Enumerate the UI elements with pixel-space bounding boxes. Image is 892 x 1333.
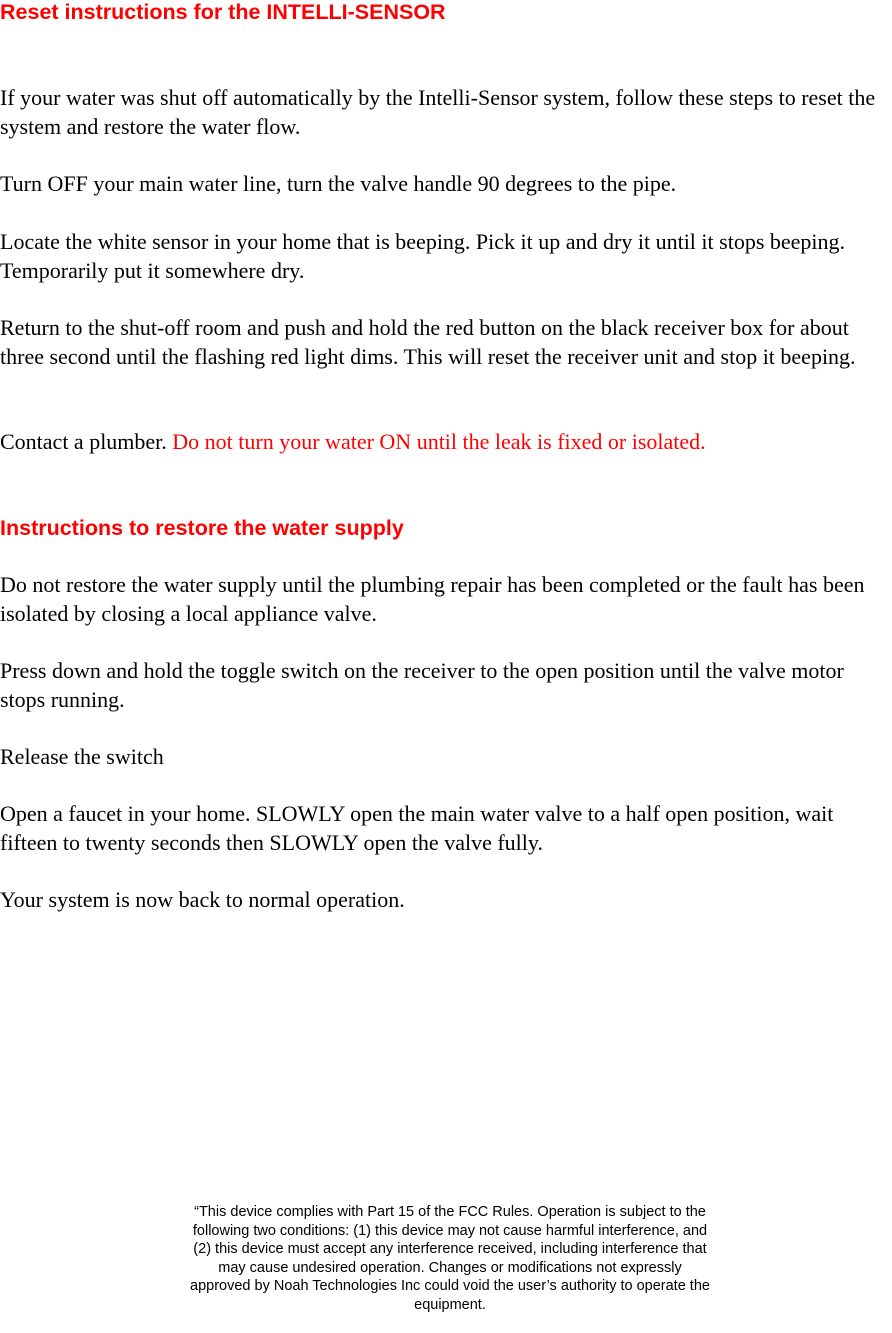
- restore-step-5: Your system is now back to normal operation.: [0, 887, 405, 912]
- restore-step-1: Do not restore the water supply until the plumbing repair has been completed or the fault has been isolated by closing a local appliance valve.: [0, 572, 865, 626]
- reset-heading: Reset instructions for the INTELLI-SENSOR: [0, 0, 446, 24]
- reset-step-4-text: Contact a plumber.: [0, 429, 173, 454]
- restore-step-2: Press down and hold the toggle switch on the receiver to the open position until the valve motor stops running.: [0, 658, 844, 712]
- reset-step-4-warning: Do not turn your water ON until the leak is fixed or isolated.: [172, 429, 706, 454]
- reset-step-4: [0, 427, 892, 456]
- reset-step-1: Turn OFF your main water line, turn the valve handle 90 degrees to the pipe.: [0, 171, 677, 196]
- restore-step-3: Release the switch: [0, 744, 164, 769]
- restore-heading: Instructions to restore the water supply: [0, 516, 404, 540]
- reset-step-2: Locate the white sensor in your home that is beeping. Pick it up and dry it until it stops beeping. Temporarily put it somewhere dry.: [0, 229, 846, 283]
- reset-intro: If your water was shut off automatically by the Intelli-Sensor system, follow these steps to reset the system and restore the water flow.: [0, 85, 876, 139]
- restore-step-4: Open a faucet in your home. SLOWLY open the main water valve to a half open position, wait fifteen to twenty seconds then SLOWLY open the valve fully.: [0, 801, 834, 855]
- reset-step-3: Return to the shut-off room and push and hold the red button on the black receiver box for about three second until the flashing red light dims. This will reset the receiver unit and stop it beeping.: [0, 315, 856, 369]
- fcc-notice: “This device complies with Part 15 of the FCC Rules. Operation is subject to the following two conditions: (1) this device may not cause harmful interference, and (2) this device must accept any interference received, including interference that may cause undesired operation. Changes or modifications not expressly approved by Noah Technologies Inc could void the user’s authority to operate the equipment.: [190, 1204, 710, 1313]
